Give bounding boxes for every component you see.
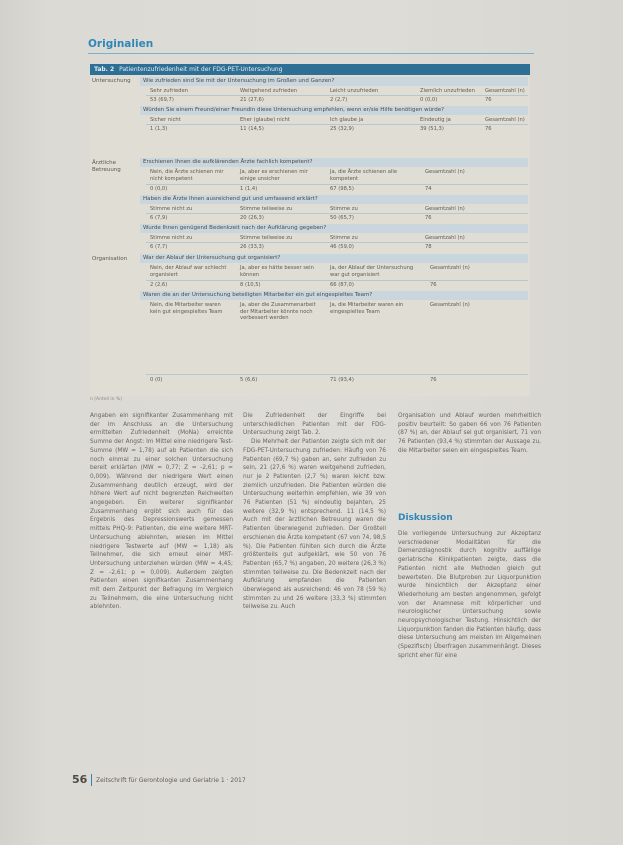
table-rule bbox=[146, 374, 528, 375]
table-header-cell: Ich glaube ja bbox=[330, 117, 364, 123]
table-value-cell: 11 (14,5) bbox=[240, 126, 264, 132]
table-header-cell: Ja, die Mitarbeiter waren ein eingespieltes Team bbox=[330, 302, 404, 315]
text-column-1 bbox=[90, 412, 233, 612]
table-value-cell: 0 (0,0) bbox=[420, 97, 438, 103]
table-header-cell: Ja, aber es hätte besser sein können bbox=[240, 265, 314, 278]
table-value-cell: 76 bbox=[430, 282, 437, 288]
table-rule bbox=[146, 184, 528, 185]
table-question: Waren die an der Untersuchung beteiligten Mitarbeiter ein gut eingespieltes Team? bbox=[140, 291, 528, 300]
table-value-cell: 53 (69,7) bbox=[150, 97, 174, 103]
table-header-cell: Gesamtzahl (n) bbox=[425, 169, 465, 175]
table-value-cell: 2 (2,7) bbox=[330, 97, 348, 103]
table-header-cell: Gesamtzahl (n) bbox=[425, 235, 465, 241]
table-value-cell: 1 (1,4) bbox=[240, 186, 258, 192]
paragraph: Die Zufriedenheit der Eingriffe bei unterschiedlichen Patienten mit der FDG-Untersuchung zeigt Tab. 2. bbox=[243, 413, 386, 437]
table-value-cell: 0 (0) bbox=[150, 377, 163, 383]
table-question: Haben die Ärzte Ihnen ausreichend gut und umfassend erklärt? bbox=[140, 195, 528, 204]
table-header-cell: Nein, die Mitarbeiter waren kein gut eingespieltes Team bbox=[150, 302, 223, 315]
paragraph: Organisation und Ablauf wurden mehrheitlich positiv beurteilt: So gaben 66 von 76 Patienten (87 %) an, der Ablauf sei gut organisiert, 71 von 76 Patienten (93,4 %) stimmten der Aussage zu, die Mitarbeiter seien ein eingespieltes Team. bbox=[398, 413, 541, 454]
table-value-cell: 26 (33,3) bbox=[240, 244, 264, 250]
table-value-cell: 2 (2,6) bbox=[150, 282, 168, 288]
table-value-cell: 6 (7,7) bbox=[150, 244, 168, 250]
table-value-cell: 8 (10,5) bbox=[240, 282, 261, 288]
table-value-cell: 76 bbox=[430, 377, 437, 383]
text-column-2 bbox=[243, 412, 386, 612]
table-value-cell: 50 (65,7) bbox=[330, 215, 354, 221]
paragraph: Die vorliegende Untersuchung zur Akzeptanz verschiedener Modalitäten für die Demenzdiagnostik durch kognitiv auffällige geriatrische Klinikpatienten zeigte, dass die Patienten nicht alle Methoden gleich gut bewerteten. Die Blutproben zur Liquorpunktion wurde hinsichtlich der Akzeptanz einer Wiederholung am besten angenommen, gefolgt von der Anamnese mit körperlicher und neurologischer Untersuchung sowie neuropsychologischer Testung. Hinsichtlich der Liquorpunktion fanden die Patienten häufig, dass diese Untersuchung am meisten im Allgemeinen (Spezifisch) Überfragen zusammenhängt. Dieses spricht eher für eine bbox=[398, 531, 541, 659]
paragraph: Angaben ein signifikanter Zusammenhang mit der im Anschluss an die Untersuchung ermittelten Zufriedenheit (MoNa) erreichte Summe der Angst: Im Mittel eine niedrigere Test-Summe (MW = 1,78) auf ab Patienten die sich noch einmal zu einer solchen Untersuchung bereit erklärten (MW = 0,77; Z = -2,61; p = 0,009). Während der niedrigere Wert einen Zusammenhang deutlich erzeugt, wird der höhere Wert auf nicht begrenzten Reichweiten angegeben. Ein weiterer signifikanter Zusammenhang ergibt sich auch für das Ergebnis des Depressionswerts gemessen mittels PHQ-9: Patienten, die eine weitere MRT-Untersuchung ablehnten, wiesen im Mittel niedrigere Testwerte auf (MW = 1,18) als Teilnehmer, die sich erneut einer MRT-Untersuchung unterziehen würden (MW = 4,45; Z = -2,61; p = 0,009). Außerdem zeigten Patienten einen signifikanten Zusammenhang mit dem Zeitpunkt der Befragung im Vergleich zu Teilnehmern, die eine Untersuchung nicht ablehnten. bbox=[90, 413, 233, 611]
footer-divider bbox=[91, 774, 92, 786]
table-header-cell: Leicht unzufrieden bbox=[330, 88, 379, 94]
table-value-cell: 20 (26,3) bbox=[240, 215, 264, 221]
table-caption-text: Patientenzufriedenheit mit der FDG-PET-Untersuchung bbox=[119, 66, 283, 73]
table-header-cell: Gesamtzahl (n) bbox=[430, 265, 470, 271]
table-header-cell: Ja, der Ablauf der Untersuchung war gut organisiert bbox=[330, 265, 414, 278]
table-value-cell: 0 (0,0) bbox=[150, 186, 168, 192]
table-header-cell: Stimme teilweise zu bbox=[240, 235, 293, 241]
paragraph: Die Mehrheit der Patienten zeigte sich mit der FDG-PET-Untersuchung zufrieden: Häufig von 76 Patienten (69,7 %) gaben an, sehr zufrieden zu sein, 21 (27,6 %) waren weitgehend zufrieden, nur je 2 Patienten (2,7 %) waren leicht bzw. ziemlich unzufrieden. Die Patienten würden die Untersuchung weiterhin empfehlen, wie 39 von 76 Patienten (51 %) eindeutig bejahten, 25 weitere (32,9 %) entsprechend. 11 (14,5 %) Auch mit der ärztlichen Betreuung waren die Patienten überwiegend zufrieden. Der Großteil erschienen die Ärzte kompetent (67 von 74, 98,5 %). Die Patienten fühlten sich durch die Ärzte größtenteils gut aufgeklärt, wie 50 von 76 Patienten (65,7 %) angaben, 20 weitere (26,3 %) stimmten teilweise zu. Die Bedenkzeit nach der Aufklärung empfanden die Patienten überwiegend als ausreichend: 46 von 78 (59 %) stimmten zu und 26 weitere (33,3 %) stimmten teilweise zu. Auch bbox=[243, 439, 386, 611]
table-question: Wurde Ihnen genügend Bedenkzeit nach der Aufklärung gegeben? bbox=[140, 224, 528, 233]
discussion-text bbox=[398, 530, 541, 661]
table-header-cell: Sehr zufrieden bbox=[150, 88, 188, 94]
table-header-cell: Weitgehend zufrieden bbox=[240, 88, 298, 94]
table-value-cell: 21 (27,6) bbox=[240, 97, 264, 103]
table-header-cell: Ja, aber die Zusammenarbeit der Mitarbeiter könnte noch verbessert werden bbox=[240, 302, 316, 321]
table-value-cell: 71 (93,4) bbox=[330, 377, 354, 383]
table-value-cell: 39 (51,3) bbox=[420, 126, 444, 132]
table-header-cell: Stimme zu bbox=[330, 206, 358, 212]
table-header-cell: Gesamtzahl (n) bbox=[430, 302, 470, 308]
table-header-cell: Gesamtzahl (n) bbox=[485, 117, 525, 123]
table-value-cell: 5 (6,6) bbox=[240, 377, 258, 383]
table-section-medical-care: Ärztliche Betreuung bbox=[92, 160, 121, 173]
table-value-cell: 1 (1,3) bbox=[150, 126, 168, 132]
table-section-examination: Untersuchung bbox=[92, 78, 131, 84]
table-rule bbox=[146, 213, 528, 214]
header-divider bbox=[88, 53, 534, 54]
table-value-cell: 46 (59,0) bbox=[330, 244, 354, 250]
table-header-cell: Sicher nicht bbox=[150, 117, 181, 123]
table-value-cell: 76 bbox=[485, 126, 492, 132]
journal-name: Zeitschrift für Gerontologie und Geriatrie 1 · 2017 bbox=[96, 777, 246, 784]
table-header-cell: Eindeutig ja bbox=[420, 117, 451, 123]
page-number: 56 bbox=[72, 773, 88, 786]
table-caption bbox=[90, 64, 530, 75]
table-value-cell: 76 bbox=[425, 215, 432, 221]
table-value-cell: 78 bbox=[425, 244, 432, 250]
table-header-cell: Gesamtzahl (n) bbox=[425, 206, 465, 212]
table-question: Wie zufrieden sind Sie mit der Untersuchung im Großen und Ganzen? bbox=[140, 77, 528, 86]
table-label: Tab. 2 bbox=[94, 66, 115, 73]
table-value-cell: 76 bbox=[485, 97, 492, 103]
table-header-cell: Eher (glaube) nicht bbox=[240, 117, 290, 123]
table-header-cell: Ja, aber es erschienen mir einige unsicher bbox=[240, 169, 308, 182]
table-header-cell: Nein, die Ärzte schienen mir nicht kompetent bbox=[150, 169, 224, 182]
table-section-organisation: Organisation bbox=[92, 256, 128, 262]
table-rule bbox=[146, 95, 528, 96]
table-question: Würden Sie einem Freund/einer Freundin diese Untersuchung empfehlen, wenn er/sie Hilfe benötigen würde? bbox=[140, 106, 528, 115]
table-question: Erschienen Ihnen die aufklärenden Ärzte fachlich kompetent? bbox=[140, 158, 528, 167]
table-question: War der Ablauf der Untersuchung gut organisiert? bbox=[140, 254, 528, 263]
table-value-cell: 74 bbox=[425, 186, 432, 192]
discussion-heading: Diskussion bbox=[398, 513, 453, 523]
results-table bbox=[90, 64, 530, 396]
table-header-cell: Stimme nicht zu bbox=[150, 235, 193, 241]
table-header-cell: Ziemlich unzufrieden bbox=[420, 88, 475, 94]
table-value-cell: 66 (87,0) bbox=[330, 282, 354, 288]
table-rule bbox=[146, 280, 528, 281]
text-column-3 bbox=[398, 412, 541, 456]
section-label: Originalien bbox=[88, 38, 154, 50]
table-value-cell: 67 (98,5) bbox=[330, 186, 354, 192]
table-header-cell: Stimme teilweise zu bbox=[240, 206, 293, 212]
table-header-cell: Ja, die Ärzte schienen alle kompetent bbox=[330, 169, 398, 182]
table-value-cell: 6 (7,9) bbox=[150, 215, 168, 221]
table-value-cell: 25 (32,9) bbox=[330, 126, 354, 132]
table-rule bbox=[146, 242, 528, 243]
table-header-cell: Gesamtzahl (n) bbox=[485, 88, 525, 94]
table-header-cell: Nein, der Ablauf war schlecht organisiert bbox=[150, 265, 227, 278]
table-footnote: n (Anteil in %) bbox=[90, 397, 122, 402]
table-header-cell: Stimme nicht zu bbox=[150, 206, 193, 212]
table-rule bbox=[146, 124, 528, 125]
table-header-cell: Stimme zu bbox=[330, 235, 358, 241]
